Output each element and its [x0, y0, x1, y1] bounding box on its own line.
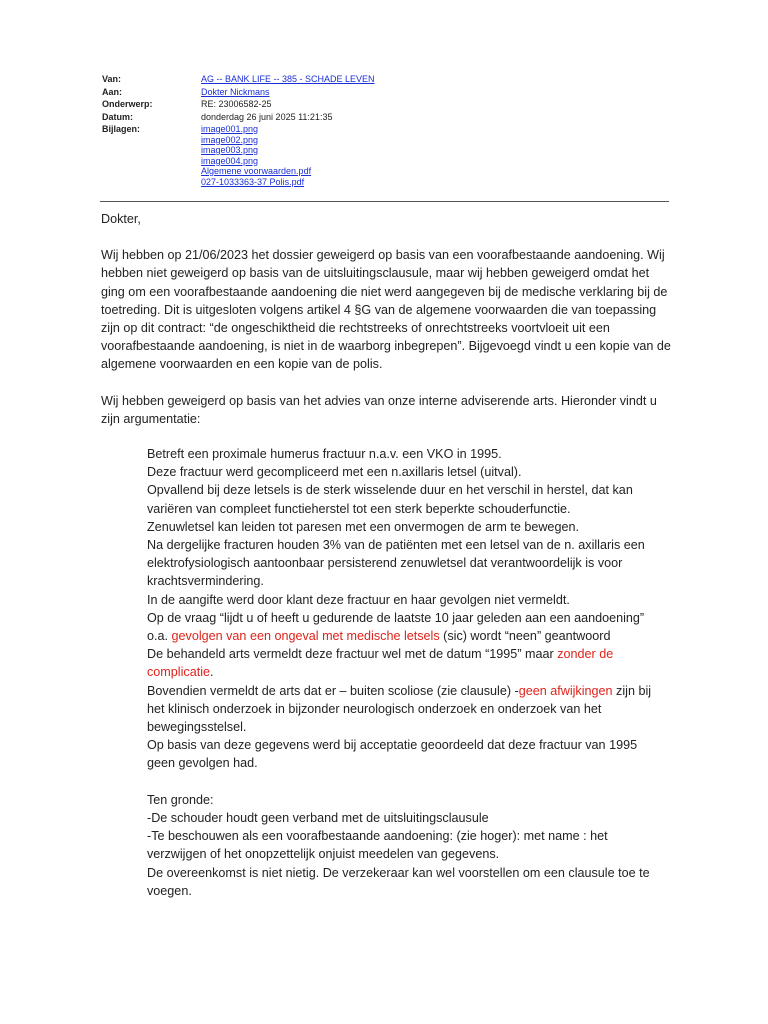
- quote-text: De behandeld arts vermeldt deze fractuur wel met de datum “1995” maar: [147, 647, 558, 662]
- greeting: Dokter,: [101, 212, 141, 226]
- quote-text: Op de vraag “lijdt u of heeft u gedurende de laatste 10 jaar geleden aan een aandoening” o.a.: [147, 610, 645, 644]
- date-value: donderdag 26 juni 2025 11:21:35: [201, 111, 333, 122]
- quote-line: Zenuwletsel kan leiden tot paresen met een onvermogen de arm te bewegen.: [147, 519, 579, 534]
- highlight-text: gevolgen van een ongeval met medische letsels: [171, 629, 440, 644]
- subject-row: [102, 98, 672, 111]
- header-divider: [100, 201, 669, 202]
- attachment-link[interactable]: image003.png: [201, 145, 259, 155]
- quote-line: [147, 682, 663, 737]
- quote-text: .: [210, 665, 214, 680]
- attachments-row: [102, 123, 672, 187]
- highlight-text: zonder de complicatie: [147, 647, 614, 680]
- paragraph-advice: Wij hebben geweigerd op basis van het advies van onze interne adviserende arts. Hieronder vindt u zijn argumentatie:: [101, 393, 657, 426]
- email-header: [102, 73, 672, 187]
- quote-line: Ten gronde:: [147, 792, 214, 807]
- argumentation-block: [147, 445, 663, 900]
- quote-line: In de aangifte werd door klant deze fractuur en haar gevolgen niet vermeldt.: [147, 592, 570, 607]
- quote-line: Opvallend bij deze letsels is de sterk wisselende duur en het verschil in herstel, dat kan variëren van compleet functieherstel tot een sterk beperkte schouderfunctie.: [147, 483, 633, 516]
- to-link[interactable]: Dokter Nickmans: [201, 86, 270, 97]
- to-row: [102, 86, 672, 99]
- attachment-link[interactable]: image004.png: [201, 155, 259, 166]
- quote-line: -Te beschouwen als een voorafbestaande aandoening: (zie hoger): met name : het verzwijgen of het onopzettelijk onjuist meedelen van gegevens.: [147, 829, 608, 862]
- quote-line: [147, 609, 663, 645]
- date-row: [102, 111, 672, 124]
- quote-line: -De schouder houdt geen verband met de uitsluitingsclausule: [147, 810, 489, 825]
- from-label: Van:: [102, 74, 122, 84]
- paragraph-refusal: Wij hebben op 21/06/2023 het dossier geweigerd op basis van een voorafbestaande aandoening. Wij hebben niet geweigerd op basis van de uitsluitingsclausule, maar wij hebben geweigerd omdat het ging om een voorafbestaande aandoening die niet werd aangegeven bij de medische verklaring bij de toetreding. Dit is uitgesloten volgens artikel 4 §G van de algemene voorwaarden die van toepassing zijn op dit contract: “de ongeschiktheid die rechtstreeks of onrechtstreeks voortvloeit uit een voorafbestaande aandoening, is niet in de waarborg inbegrepen”. Bijgevoegd vindt u een kopie van de algemene voorwaarden en een kopie van de polis.: [101, 248, 671, 372]
- quote-line: Op basis van deze gegevens werd bij acceptatie geoordeeld dat deze fractuur van 1995 geen gevolgen had.: [147, 738, 638, 771]
- attachments-list: [201, 124, 672, 187]
- attachment-link[interactable]: image001.png: [201, 124, 259, 134]
- subject-value: RE: 23006582-25: [201, 99, 272, 109]
- attachment-link[interactable]: Algemene voorwaarden.pdf: [201, 166, 312, 176]
- quote-text: zijn bij het klinisch onderzoek in bijzonder neurologisch onderzoek en onderzoek van het bewegingsstelsel.: [147, 683, 652, 735]
- quote-text: (sic) wordt “neen” geantwoord: [439, 629, 611, 644]
- subject-label: Onderwerp:: [102, 99, 153, 109]
- highlight-text: geen afwijkingen: [518, 683, 613, 698]
- attachment-link[interactable]: 027-1033363-37 Polis.pdf: [201, 176, 305, 187]
- email-body: [101, 210, 671, 900]
- date-label: Datum:: [102, 111, 133, 122]
- to-label: Aan:: [102, 86, 122, 97]
- from-link[interactable]: AG -- BANK LIFE -- 385 - SCHADE LEVEN: [201, 74, 375, 84]
- quote-line: [147, 645, 663, 681]
- attachments-label: Bijlagen:: [102, 124, 141, 134]
- from-row: [102, 73, 672, 86]
- attachment-link[interactable]: image002.png: [201, 134, 259, 145]
- quote-line: Na dergelijke fracturen houden 3% van de patiënten met een letsel van de n. axillaris een elektrofysiologisch aantoonbaar persisterend zenuwletsel dat verantwoordelijk is voor krachtsvermindering.: [147, 538, 645, 589]
- quote-line: Deze fractuur werd gecompliceerd met een n.axillaris letsel (uitval).: [147, 465, 522, 480]
- quote-line: Betreft een proximale humerus fractuur n.a.v. een VKO in 1995.: [147, 447, 502, 462]
- quote-line: De overeenkomst is niet nietig. De verzekeraar kan wel voorstellen om een clausule toe te voegen.: [147, 865, 650, 898]
- quote-text: Bovendien vermeldt de arts dat er – buiten scoliose (zie clausule) -: [147, 683, 519, 698]
